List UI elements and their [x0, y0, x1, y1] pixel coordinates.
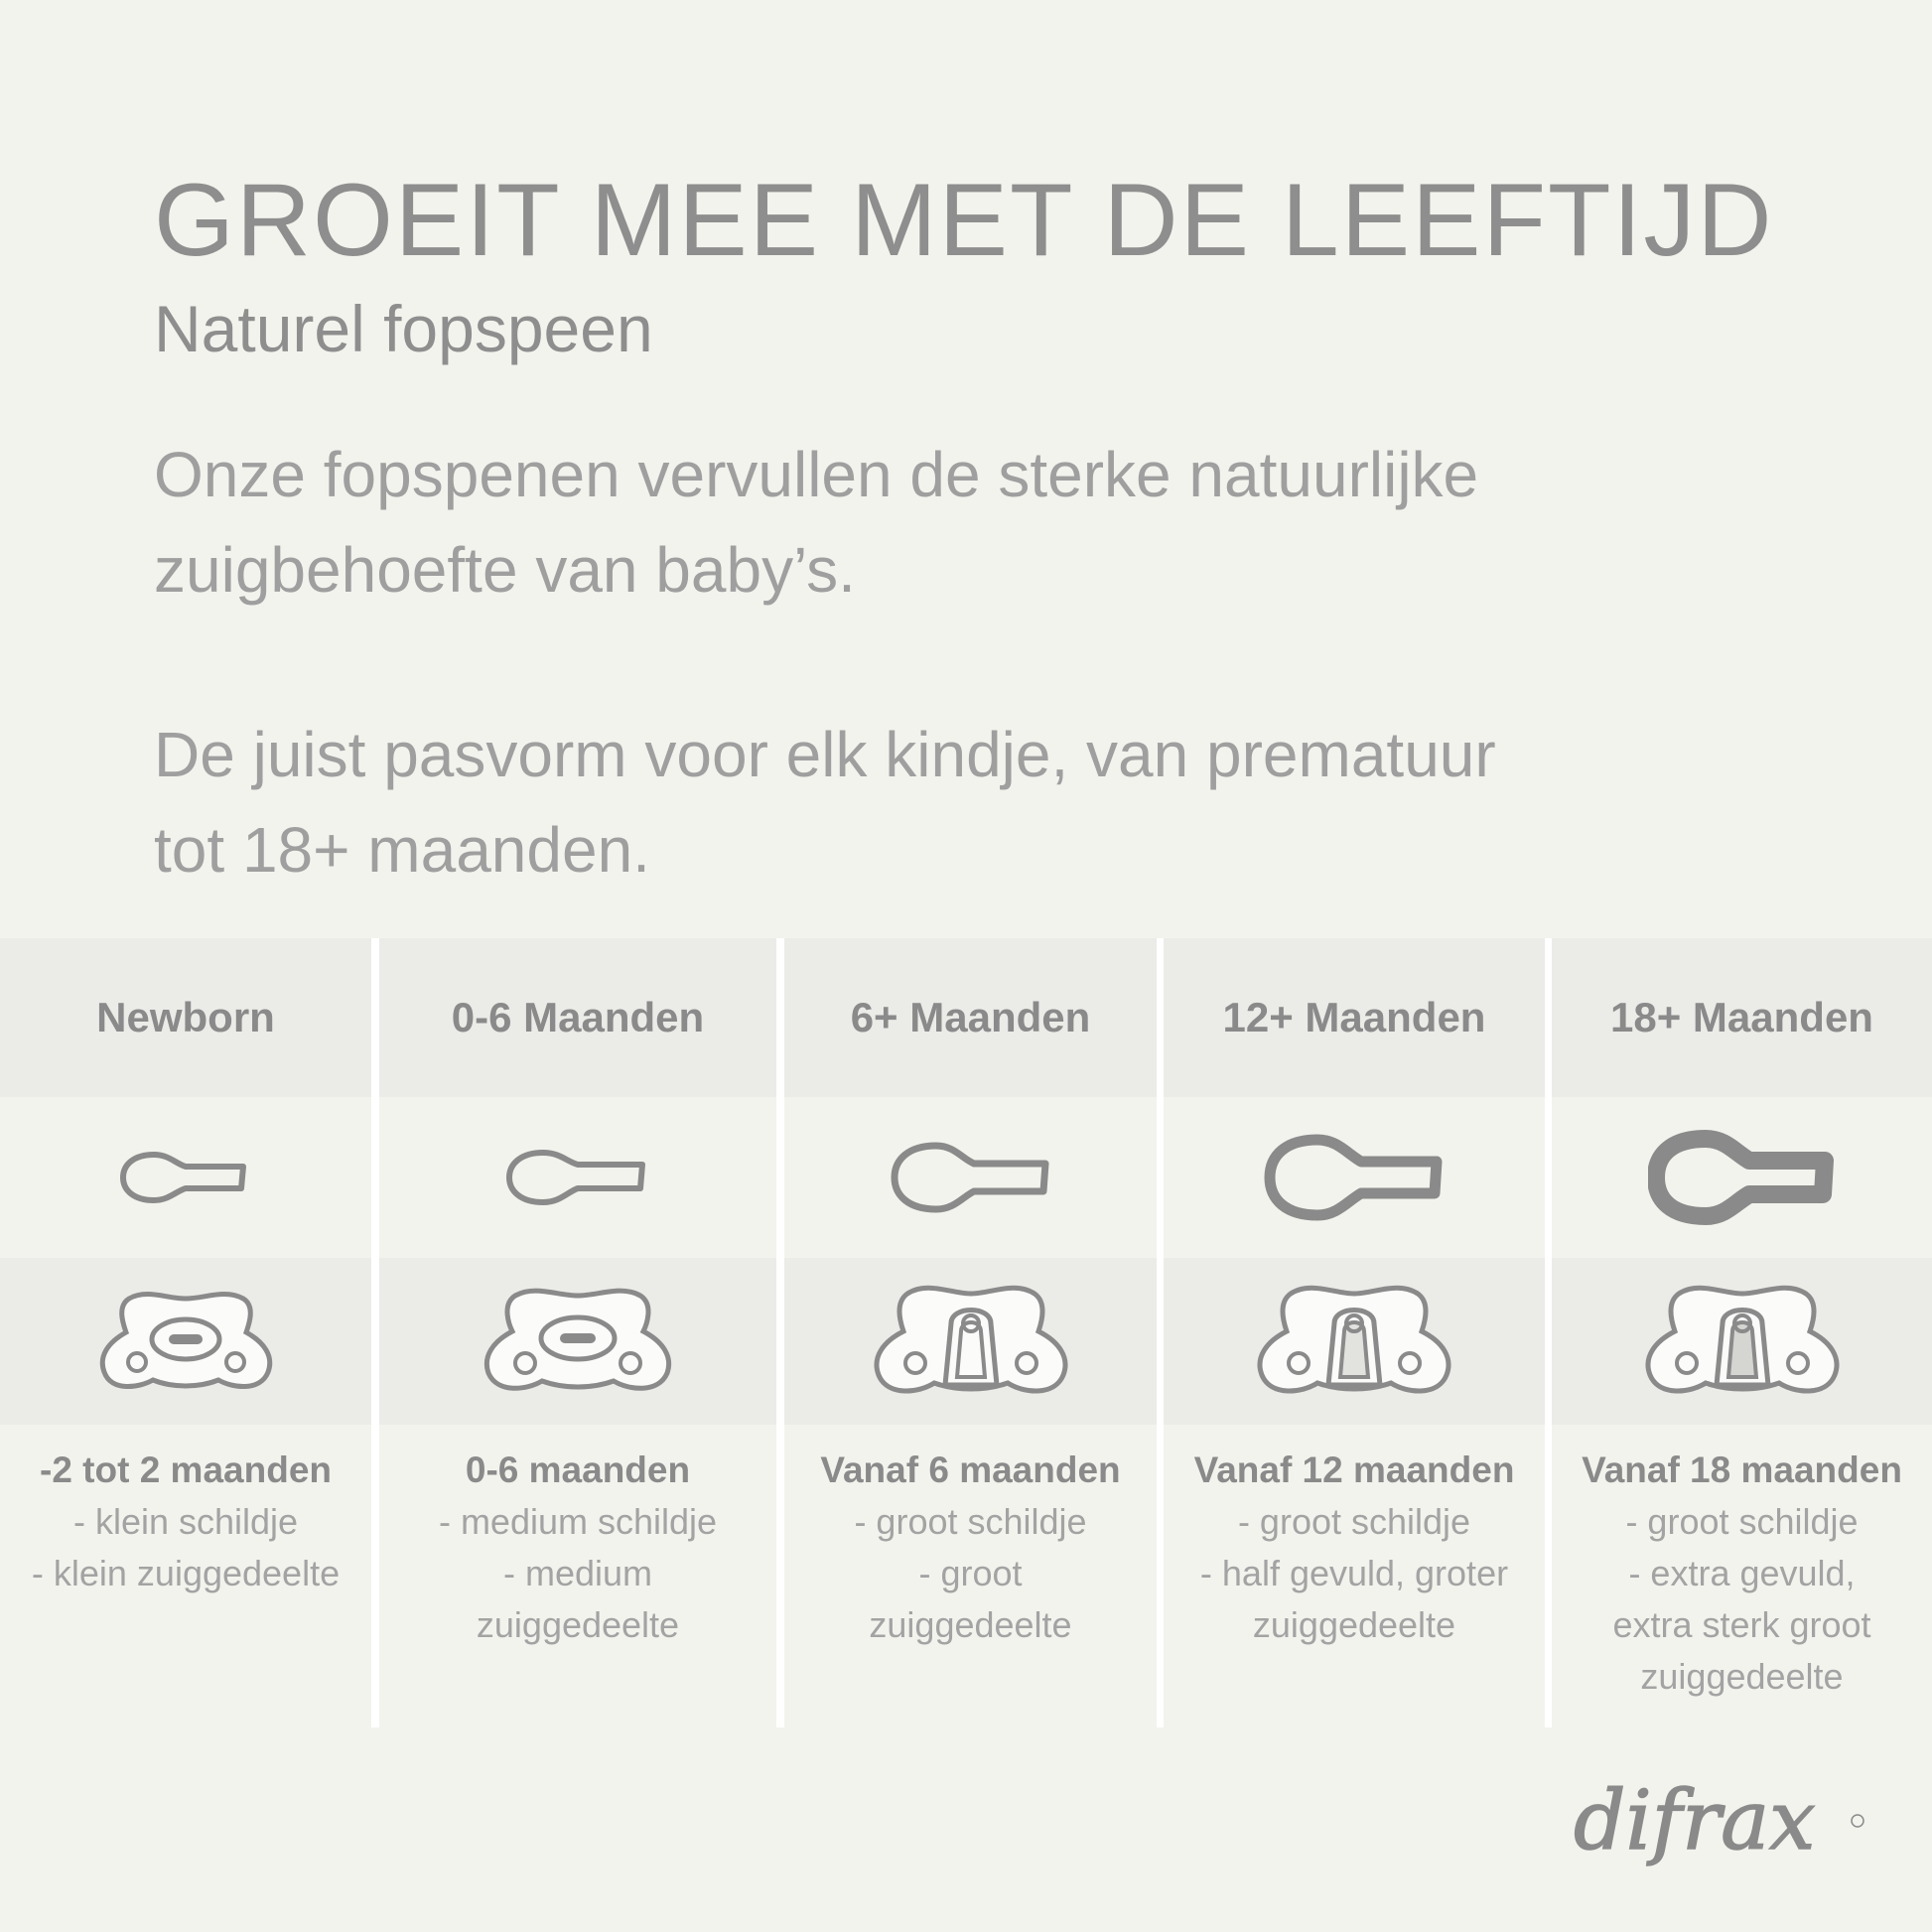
difrax-logo [1564, 1767, 1881, 1891]
feature-line: - groot schildje [1237, 1501, 1471, 1542]
feature-line: zuiggedeelte [476, 1604, 680, 1645]
feature-line: extra sterk groot [1612, 1604, 1871, 1645]
intro-line: Onze fopspenen vervullen de sterke natuurlijke [154, 439, 1479, 510]
pacifier-shield-icon [1552, 1258, 1932, 1425]
column-header: 6+ Maanden [784, 938, 1157, 1097]
column-description [1164, 1425, 1545, 1727]
intro-paragraph-1 [154, 427, 1842, 618]
page-subtitle: Naturel fopspeen [154, 292, 653, 365]
column-description [379, 1425, 776, 1727]
feature-line: - klein zuiggedeelte [31, 1553, 341, 1593]
column-header: 18+ Maanden [1552, 938, 1932, 1097]
column-18-plus-months [1552, 938, 1932, 1727]
feature-line: - groot schildje [854, 1501, 1087, 1542]
column-description [784, 1425, 1157, 1727]
age-range: Vanaf 18 maanden [1582, 1449, 1902, 1490]
nipple-profile-icon [1552, 1097, 1932, 1258]
nipple-profile-icon [379, 1097, 776, 1258]
feature-line: - half gevuld, groter [1199, 1553, 1509, 1593]
age-range: -2 tot 2 maanden [40, 1449, 332, 1490]
age-comparison-table [0, 938, 1932, 1727]
intro-line: tot 18+ maanden. [154, 814, 650, 886]
age-range: Vanaf 6 maanden [820, 1449, 1121, 1490]
column-header: 0-6 Maanden [379, 938, 776, 1097]
nipple-profile-icon [784, 1097, 1157, 1258]
feature-line: - klein schildje [72, 1501, 299, 1542]
intro-paragraph-2 [154, 707, 1842, 897]
feature-line: zuiggedeelte [869, 1604, 1072, 1645]
pacifier-shield-icon [379, 1258, 776, 1425]
column-12-plus-months [1164, 938, 1545, 1727]
age-range: 0-6 maanden [465, 1449, 691, 1490]
page-title: GROEIT MEE MET DE LEEFTIJD [154, 163, 1774, 278]
feature-line: - medium schildje [438, 1501, 718, 1542]
nipple-profile-icon [0, 1097, 371, 1258]
nipple-profile-icon [1164, 1097, 1545, 1258]
feature-line: - groot [918, 1553, 1023, 1593]
intro-line: zuigbehoefte van baby’s. [154, 534, 856, 606]
pacifier-shield-icon [0, 1258, 371, 1425]
pacifier-shield-icon [1164, 1258, 1545, 1425]
intro-line: De juist pasvorm voor elk kindje, van prematuur [154, 719, 1496, 790]
logo-wordmark: difrax [1574, 1774, 1816, 1868]
column-header: 12+ Maanden [1164, 938, 1545, 1097]
feature-line: zuiggedeelte [1252, 1604, 1456, 1645]
column-description [0, 1425, 371, 1727]
feature-line: zuiggedeelte [1640, 1656, 1844, 1697]
feature-line: - groot schildje [1625, 1501, 1859, 1542]
column-newborn [0, 938, 371, 1727]
column-0-6-months [379, 938, 776, 1727]
column-description [1552, 1425, 1932, 1727]
feature-line: - medium [502, 1553, 653, 1593]
pacifier-shield-icon [784, 1258, 1157, 1425]
feature-line: - extra gevuld, [1628, 1553, 1856, 1593]
column-header: Newborn [0, 938, 371, 1097]
column-6-plus-months [784, 938, 1157, 1727]
age-range: Vanaf 12 maanden [1193, 1449, 1515, 1490]
